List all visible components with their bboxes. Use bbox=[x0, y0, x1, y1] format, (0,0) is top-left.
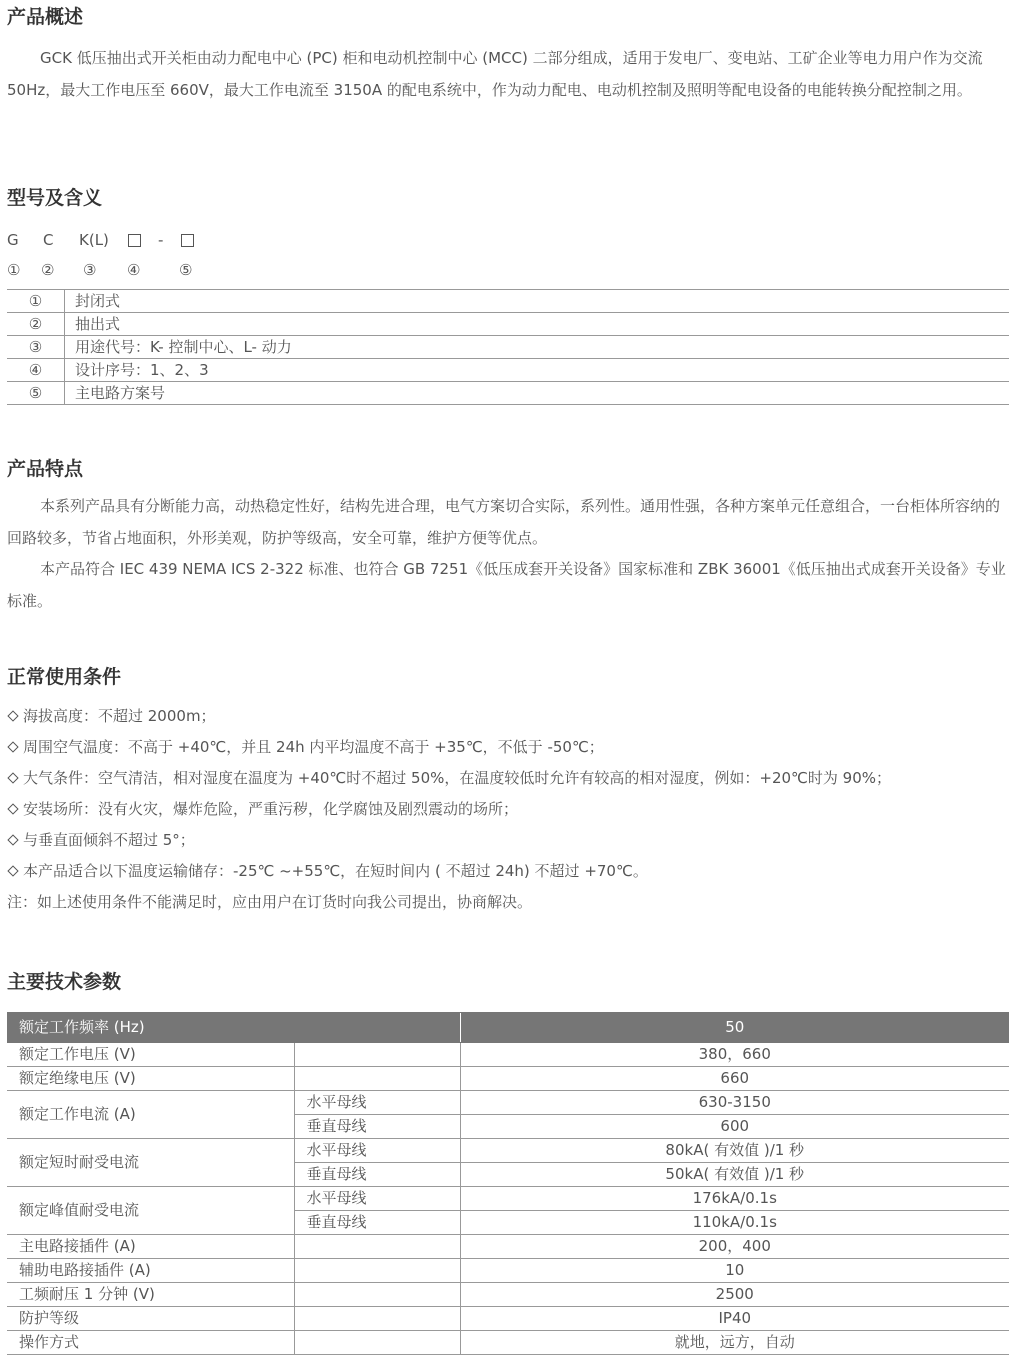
param-sublabel: 垂直母线 bbox=[294, 1163, 460, 1187]
param-value: 630-3150 bbox=[460, 1091, 1009, 1115]
features-heading: 产品特点 bbox=[7, 458, 84, 480]
table-row bbox=[7, 359, 1009, 382]
param-sublabel: 垂直母线 bbox=[294, 1211, 460, 1235]
param-label: 额定工作电压 (V) bbox=[7, 1043, 294, 1067]
param-value: 50kA( 有效值 )/1 秒 bbox=[460, 1163, 1009, 1187]
table-row bbox=[7, 1235, 1009, 1259]
param-label: 防护等级 bbox=[7, 1307, 294, 1331]
meaning-num: ① bbox=[7, 290, 65, 313]
list-item: 海拔高度：不超过 2000m； bbox=[7, 701, 1009, 732]
diamond-bullet-icon bbox=[7, 741, 18, 752]
features-paragraph-2: 本产品符合 IEC 439 NEMA ICS 2-322 标准、也符合 GB 7251《低压成套开关设备》国家标准和 ZBK 36001《低压抽出式成套开关设备》专业标准。 bbox=[7, 560, 1006, 610]
meaning-text: 封闭式 bbox=[65, 290, 1010, 313]
table-row bbox=[7, 1283, 1009, 1307]
table-row bbox=[7, 1259, 1009, 1283]
model-box-icon bbox=[128, 229, 141, 251]
param-label: 额定短时耐受电流 bbox=[7, 1139, 294, 1187]
meaning-text: 抽出式 bbox=[65, 313, 1010, 336]
param-value: 80kA( 有效值 )/1 秒 bbox=[460, 1139, 1009, 1163]
table-row bbox=[7, 290, 1009, 313]
model-number: ① bbox=[7, 261, 21, 279]
conditions-list bbox=[7, 701, 1009, 918]
model-box-icon bbox=[181, 229, 194, 251]
param-value: 2500 bbox=[460, 1283, 1009, 1307]
param-label: 辅助电路接插件 (A) bbox=[7, 1259, 294, 1283]
param-value: 10 bbox=[460, 1259, 1009, 1283]
param-value: 就地，远方，自动 bbox=[460, 1331, 1009, 1355]
param-value: 110kA/0.1s bbox=[460, 1211, 1009, 1235]
meaning-num: ② bbox=[7, 313, 65, 336]
param-sublabel: 水平母线 bbox=[294, 1187, 460, 1211]
table-row bbox=[7, 336, 1009, 359]
tech-params-table bbox=[7, 1012, 1009, 1355]
table-row bbox=[7, 1067, 1009, 1091]
diamond-bullet-icon bbox=[7, 710, 18, 721]
param-label: 工频耐压 1 分钟 (V) bbox=[7, 1283, 294, 1307]
param-value: IP40 bbox=[460, 1307, 1009, 1331]
diamond-bullet-icon bbox=[7, 772, 18, 783]
param-value: 380，660 bbox=[460, 1043, 1009, 1067]
list-item: 安装场所：没有火灾，爆炸危险，严重污秽，化学腐蚀及剧烈震动的场所； bbox=[7, 794, 1009, 825]
param-sublabel: 水平母线 bbox=[294, 1091, 460, 1115]
model-letter-g: G bbox=[7, 231, 19, 249]
param-value: 176kA/0.1s bbox=[460, 1187, 1009, 1211]
model-meaning-table bbox=[7, 289, 1009, 405]
model-number: ⑤ bbox=[179, 261, 193, 279]
param-value: 600 bbox=[460, 1115, 1009, 1139]
table-row bbox=[7, 1139, 1009, 1163]
model-number: ④ bbox=[127, 261, 141, 279]
overview-text: GCK 低压抽出式开关柜由动力配电中心 (PC) 柜和电动机控制中心 (MCC) 二部分组成，适用于发电厂、变电站、工矿企业等电力用户作为交流 50Hz，最大工作电压至 660V，最大工作电流至 3150A 的配电系统中，作为动力配电、电动机控制及照明等配电设备的电能转换分配控制之用。 bbox=[7, 49, 983, 99]
param-label: 操作方式 bbox=[7, 1331, 294, 1355]
param-label: 额定工作频率 (Hz) bbox=[7, 1013, 460, 1043]
model-number: ② bbox=[41, 261, 55, 279]
diamond-bullet-icon bbox=[7, 865, 18, 876]
param-value: 200，400 bbox=[460, 1235, 1009, 1259]
features-paragraph-1: 本系列产品具有分断能力高，动热稳定性好，结构先进合理，电气方案切合实际，系列性。通用性强，各种方案单元任意组合，一台柜体所容纳的回路较多，节省占地面积，外形美观，防护等级高，安全可靠，维护方便等优点。 bbox=[7, 497, 1001, 547]
meaning-num: ④ bbox=[7, 359, 65, 382]
meaning-num: ⑤ bbox=[7, 382, 65, 405]
model-number: ③ bbox=[83, 261, 97, 279]
param-label: 额定工作电流 (A) bbox=[7, 1091, 294, 1139]
table-row bbox=[7, 1307, 1009, 1331]
diamond-bullet-icon bbox=[7, 834, 18, 845]
param-label: 主电路接插件 (A) bbox=[7, 1235, 294, 1259]
list-item: 周围空气温度：不高于 +40℃，并且 24h 内平均温度不高于 +35℃，不低于 -50℃； bbox=[7, 732, 1009, 763]
param-value: 50 bbox=[460, 1013, 1009, 1043]
param-label: 额定绝缘电压 (V) bbox=[7, 1067, 294, 1091]
table-row bbox=[7, 382, 1009, 405]
table-row bbox=[7, 1091, 1009, 1115]
table-row bbox=[7, 313, 1009, 336]
table-row bbox=[7, 1331, 1009, 1355]
model-dash: - bbox=[158, 231, 164, 249]
param-sublabel: 水平母线 bbox=[294, 1139, 460, 1163]
param-sublabel: 垂直母线 bbox=[294, 1115, 460, 1139]
conditions-heading: 正常使用条件 bbox=[7, 666, 122, 688]
meaning-text: 主电路方案号 bbox=[65, 382, 1010, 405]
model-letter-k: K(L) bbox=[79, 231, 109, 249]
model-letter-c: C bbox=[43, 231, 54, 249]
table-header-row bbox=[7, 1013, 1009, 1043]
list-item: 本产品适合以下温度运输储存：-25℃ ~+55℃，在短时间内 ( 不超过 24h) 不超过 +70℃。 bbox=[7, 856, 1009, 887]
list-item: 与垂直面倾斜不超过 5°； bbox=[7, 825, 1009, 856]
diamond-bullet-icon bbox=[7, 803, 18, 814]
param-label: 额定峰值耐受电流 bbox=[7, 1187, 294, 1235]
conditions-note: 注：如上述使用条件不能满足时，应由用户在订货时向我公司提出，协商解决。 bbox=[7, 893, 533, 911]
model-heading: 型号及含义 bbox=[7, 187, 103, 209]
param-value: 660 bbox=[460, 1067, 1009, 1091]
overview-heading: 产品概述 bbox=[7, 6, 84, 28]
meaning-text: 用途代号：K- 控制中心、L- 动力 bbox=[65, 336, 1010, 359]
table-row bbox=[7, 1187, 1009, 1211]
list-item: 大气条件：空气清洁，相对湿度在温度为 +40℃时不超过 50%，在温度较低时允许有较高的相对湿度，例如：+20℃时为 90%； bbox=[7, 763, 1009, 794]
tech-heading: 主要技术参数 bbox=[7, 971, 122, 993]
meaning-text: 设计序号：1、2、3 bbox=[65, 359, 1010, 382]
table-row bbox=[7, 1043, 1009, 1067]
meaning-num: ③ bbox=[7, 336, 65, 359]
